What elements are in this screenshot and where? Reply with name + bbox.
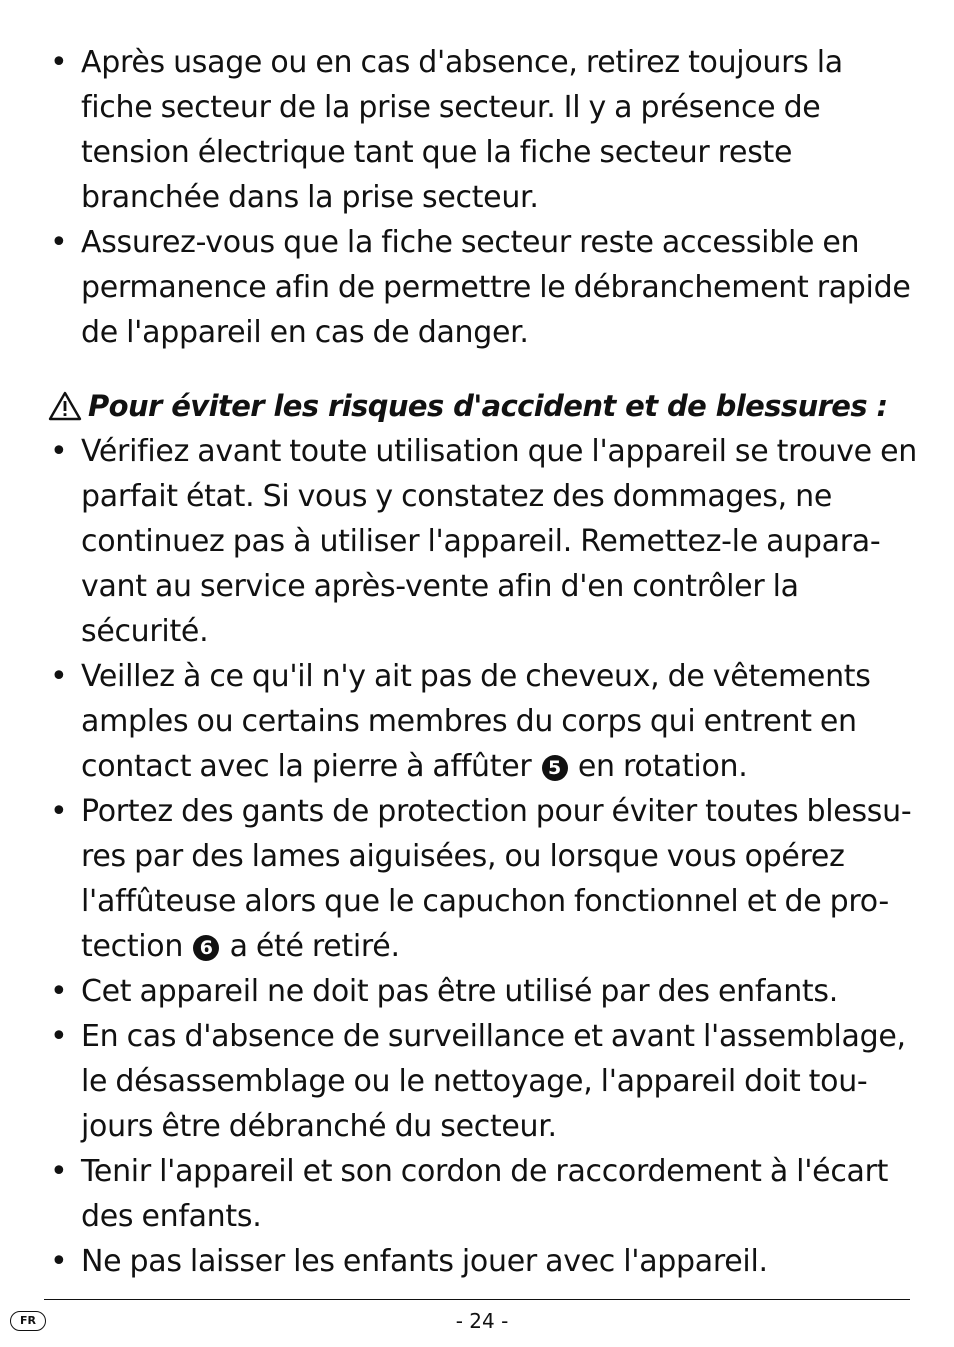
- list-item: • En cas d'absence de surveillance et avant l'assemblage, le désassemblage ou le nettoyage, l'appareil doit tou-jours être débranché du secteur.: [48, 1014, 918, 1149]
- list-item-text: Portez des gants de protection pour éviter toutes blessu-res par des lames aiguisées, ou lorsque vous opérez l'affûteuse alors que le capuchon fonctionnel et de pro-tection: [81, 794, 912, 964]
- list-item-text: a été retiré.: [221, 929, 400, 964]
- section-heading: [48, 383, 918, 429]
- list-item-text: Veillez à ce qu'il n'y ait pas de cheveux, de vêtements amples ou certains membres du corps qui entrent en contact avec la pierre à affûter: [81, 659, 871, 784]
- list-item-text: en rotation.: [569, 749, 748, 784]
- footer-divider: [44, 1299, 910, 1300]
- list-item: • Cet appareil ne doit pas être utilisé par des enfants.: [48, 969, 918, 1014]
- list-item: • Tenir l'appareil et son cordon de raccordement à l'écart des enfants.: [48, 1149, 918, 1239]
- language-badge: FR: [10, 1311, 46, 1331]
- section-heading-text: Pour éviter les risques d'accident et de blessures :: [88, 389, 888, 423]
- part-reference-badge: 6: [193, 935, 219, 961]
- list-item: • Ne pas laisser les enfants jouer avec l'appareil.: [48, 1239, 918, 1284]
- bullet-list-general: [48, 40, 918, 355]
- page-number: - 24 -: [455, 1309, 509, 1333]
- part-reference-badge: 5: [542, 755, 568, 781]
- bullet-list-safety: [48, 429, 918, 1284]
- list-item: • Vérifiez avant toute utilisation que l'appareil se trouve en parfait état. Si vous y constatez des dommages, ne continuez pas à utiliser l'appareil. Remettez-le aupara-vant au service après-vente afin d'en contrôler la sécurité.: [48, 429, 918, 654]
- list-item: [48, 654, 918, 789]
- page-content: [48, 40, 918, 1284]
- list-item: • Après usage ou en cas d'absence, retirez toujours la fiche secteur de la prise secteur. Il y a présence de tension électrique tant que la fiche secteur reste branchée dans la prise secteur.: [48, 40, 918, 220]
- list-item: [48, 789, 918, 969]
- list-item: • Assurez-vous que la fiche secteur reste accessible en permanence afin de permettre le débranchement rapide de l'appareil en cas de danger.: [48, 220, 918, 355]
- warning-triangle-icon: [48, 391, 82, 421]
